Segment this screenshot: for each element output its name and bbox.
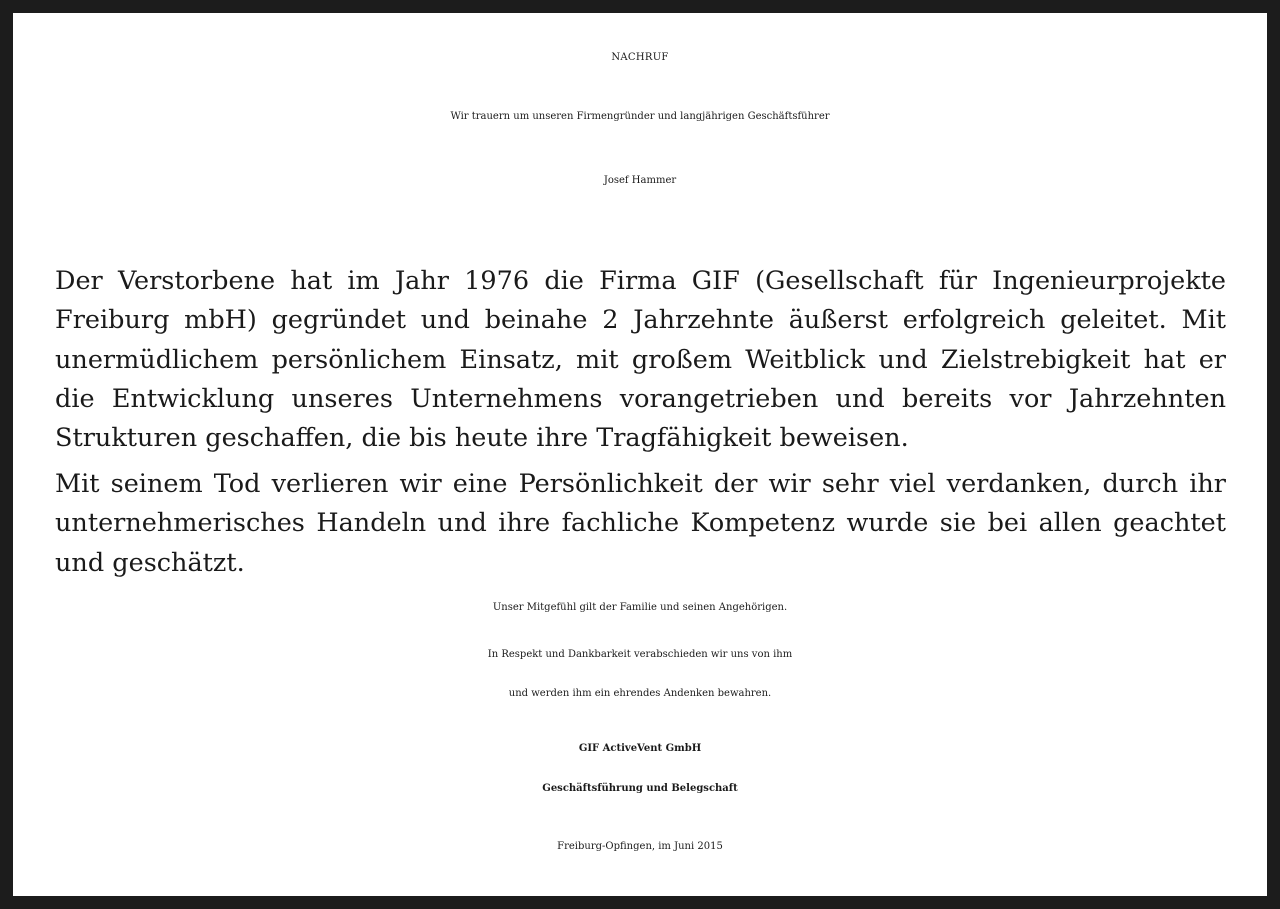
notice-subtitle: Wir trauern um unseren Firmengründer und langjährigen Geschäftsführer	[450, 111, 830, 122]
farewell-line-2: und werden ihm ein ehrendes Andenken bewahren.	[508, 688, 772, 699]
signatory-department: Geschäftsführung und Belegschaft	[542, 783, 738, 794]
farewell-line-1: In Respekt und Dankbarkeit verabschieden wir uns von ihm	[487, 649, 793, 660]
notice-heading: NACHRUF	[611, 52, 669, 63]
sympathy-line: Unser Mitgefühl gilt der Familie und seinen Angehörigen.	[492, 602, 788, 613]
obituary-notice	[13, 13, 1267, 896]
biography-paragraph: Der Verstorbene hat im Jahr 1976 die Firma GIF (Gesellschaft für Ingenieurprojekte Freiburg mbH) gegründet und beinahe 2 Jahrzehnte äußerst erfolgreich geleitet. Mit unermüdlichem persönlichem Einsatz, mit großem Weitblick und Zielstrebigkeit hat er die Entwicklung unseres Unternehmens vorangetrieben und bereits vor Jahrzehnten Strukturen geschaffen, die bis heute ihre Tragfähigkeit beweisen.	[55, 266, 1226, 454]
company-name: GIF ActiveVent GmbH	[578, 743, 702, 754]
tribute-paragraph: Mit seinem Tod verlieren wir eine Persönlichkeit der wir sehr viel verdanken, durch ihr unternehmerisches Handeln und ihre fachliche Kompetenz wurde sie bei allen geachtet und geschätzt.	[55, 469, 1226, 578]
deceased-name: Josef Hammer	[603, 175, 677, 186]
place-date: Freiburg-Opfingen, im Juni 2015	[557, 841, 723, 852]
